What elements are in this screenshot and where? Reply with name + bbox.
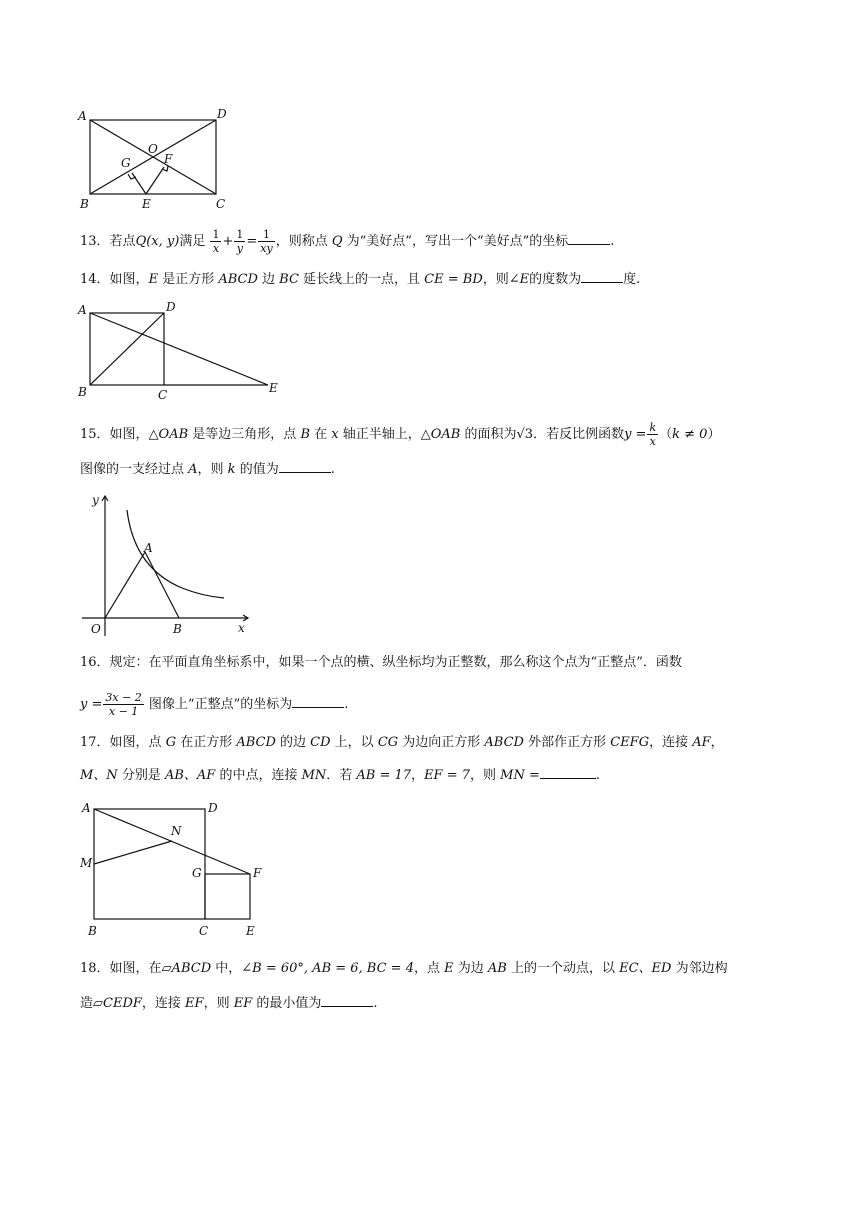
fig14-label-C: C [158,388,168,402]
question-15: 15．如图，△OAB 是等边三角形，点 B 在 x 轴正半轴上，△OAB 的面积为√3．若反比例函数y = $\frac{k}{x}$ （k ≠ 0） [80,421,721,448]
question-18: 18．如图，在▱ABCD 中，∠B = 60°, AB = 6, BC = 4，点 E 为边 AB 上的一个动点，以 EC、ED 为邻边构 [80,961,728,976]
question-17-line2: M、N 分别是 AB、AF 的中点，连接 MN．若 AB = 17，EF = 7，则 MN = . [80,768,601,783]
question-15-line2: 图像的一支经过点 A，则 k 的值为 . [80,462,335,477]
fig12-label-F: F [164,152,173,166]
fig14-label-E: E [269,381,278,395]
fig17-label-D: D [208,801,218,815]
fig12-label-B: B [80,197,89,211]
fig14-label-D: D [166,300,176,314]
fig17-label-F: F [253,866,262,880]
fig12-label-C: C [216,197,226,211]
fig17-label-B: B [88,924,97,938]
fig17-label-C: C [199,924,209,938]
question-18-line2: 造▱CEDF，连接 EF，则 EF 的最小值为 . [80,996,378,1011]
question-16-line2: y = $\frac{3x - 2}{x - 1}$ 图像上“正整点”的坐标为 . [80,691,349,718]
fig17-label-N: N [171,824,182,838]
fig17-label-G: G [192,866,202,880]
figure-hyperbola-triangle [72,488,262,640]
fig15-label-A: A [144,541,153,555]
fig12-label-A: A [78,109,87,123]
fig17-label-A: A [82,801,91,815]
fig12-label-G: G [121,156,131,170]
answer-blank-17[interactable] [540,766,596,779]
question-14: 14．如图，E 是正方形 ABCD 边 BC 延长线上的一点，且 CE = BD，则∠E的度数为 度. [80,272,641,287]
answer-blank-18[interactable] [321,994,373,1007]
fig14-label-B: B [78,385,87,399]
fig17-label-M: M [80,856,93,870]
fig15-label-O: O [91,622,101,636]
figure-two-squares [72,795,272,943]
question-17: 17．如图，点 G 在正方形 ABCD 的边 CD 上，以 CG 为边向正方形 ABCD 外部作正方形 CEFG，连接 AF， [80,735,724,750]
fig15-label-y: y [92,493,99,507]
fig14-label-A: A [78,303,87,317]
fig12-label-E: E [142,197,151,211]
question-13: 13．若点Q(x, y)满足 $\frac{1}{x}$ + $\frac{1}{y}$ = $\frac{1}{xy}$ ，则称点 Q 为“美好点”，写出一个“美好点”的坐标 . [80,228,615,255]
answer-blank-13[interactable] [568,232,610,245]
fig15-label-x: x [238,621,245,635]
fig17-label-E: E [246,924,255,938]
fig12-label-O: O [148,142,158,156]
fig15-label-B: B [173,622,182,636]
answer-blank-15[interactable] [279,460,331,473]
answer-blank-16[interactable] [292,695,344,708]
fig12-label-D: D [217,107,227,121]
question-16: 16．规定：在平面直角坐标系中，如果一个点的横、纵坐标均为正整数，那么称这个点为“正整点”．函数 [80,655,682,670]
figure-rectangle-diagonals [72,100,242,215]
answer-blank-14[interactable] [581,270,623,283]
figure-square-extension [72,295,292,405]
